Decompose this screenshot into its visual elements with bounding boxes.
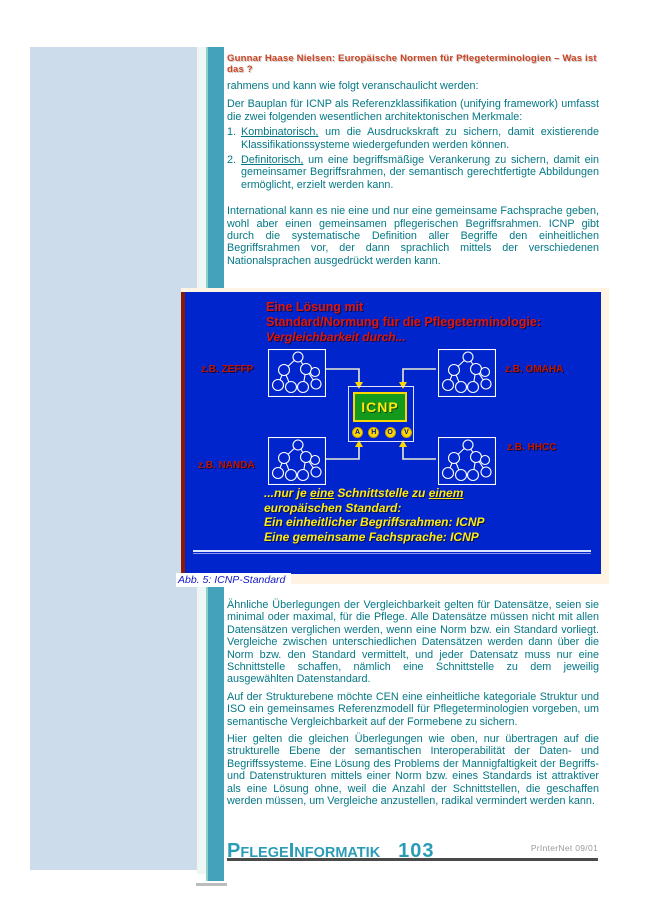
list-item-kombinatorisch [227, 126, 599, 151]
classification-tree-zeffp [268, 349, 326, 397]
paragraph-international: International kann es nie eine und nur eine gemeinsame Fachsprache geben, wohl aber einen gemeinsamen pflegerischen Begriffsrahmen. ICNP gibt durch die systematische Definition aller Begriffe den einheitlichen Begriffsrahmen vor, der dann sprachlich mittels der verschiedenen Nationalsprachen ausgedrückt werden kann. [227, 205, 599, 267]
paragraph-continuation: rahmens und kann wie folgt veranschaulicht werden: [227, 80, 479, 92]
label-hhcc: z.B. HHCC [507, 442, 557, 453]
list-item-definitorisch [227, 154, 599, 191]
journal-brand: PFLEGEINFORMATIK 103 [227, 840, 435, 862]
left-bar-shadow [196, 883, 227, 886]
icnp-diagram [181, 292, 601, 574]
figure-divider-line [193, 550, 591, 554]
figure-title-line1: Eine Lösung mit [266, 300, 364, 314]
icnp-label: ICNP [353, 392, 407, 422]
conclusion-line3: Ein einheitlicher Begriffsrahmen: ICNP [264, 515, 485, 529]
label-nanda: z.B. NANDA [198, 460, 255, 471]
list-number: 2. [227, 154, 237, 167]
list-text: Kombinatorisch, um die Ausdruckskraft zu sichern, damit existierende Klassifikationssysteme wiedergefunden werden können. [241, 126, 599, 151]
page-number: 103 [398, 840, 435, 862]
icnp-box [348, 386, 414, 442]
conclusion-line2: europäischen Standard: [264, 500, 402, 515]
classification-tree-hhcc [438, 437, 496, 485]
list-number: 1. [227, 126, 237, 139]
paragraph-ueberlegungen: Hier gelten die gleichen Überlegungen wie oben, nur übertragen auf die strukturelle Ebene der semantischen Interoperabilität der Daten- und Begriffssysteme. Eine Lösung des Problems der Mannigfaltigkeit der Begriffs- und Datenstrukturen mittels einer Norm bzw. eines Standards ist attraktiver als eine Lösung ohne, weil die Anzahl der Schnittstellen, die geschaffen werden müssen, um Vergleiche anzustellen, radikal vermindert werden kann. [227, 733, 599, 808]
figure-caption: Abb. 5: ICNP-Standard [176, 573, 291, 587]
label-zeffp: z.B. ZEFFP [201, 364, 254, 375]
classification-tree-omaha [438, 349, 496, 397]
axis-icon: H [368, 427, 379, 438]
paragraph-bauplan: Der Bauplan für ICNP als Referenzklassifikation (unifying framework) umfasst die zwei folgenden wesentlichen architektonischen Merkmale: [227, 98, 599, 123]
issue-label: PrInterNet 09/01 [530, 843, 598, 853]
body-text-upper [227, 80, 599, 267]
running-header: Gunnar Haase Nielsen: Europäische Normen für Pflegeterminologien – Was ist das ? [227, 53, 597, 75]
icnp-axis-icons [352, 427, 412, 438]
figure-title-line2: Standard/Normung für die Pflegeterminologie: [266, 315, 542, 329]
conclusion-line1: ...nur je eine Schnittstelle zu einem [264, 486, 464, 500]
figure-conclusion [264, 486, 485, 544]
figure-frame [181, 288, 609, 584]
axis-icon: V [401, 427, 412, 438]
body-text-lower [227, 599, 599, 808]
axis-icon: O [385, 427, 396, 438]
paragraph-datensaetze: Ähnliche Überlegungen der Vergleichbarkeit gelten für Datensätze, seien sie minimal oder maximal, für die Pflege. Alle Datensätze müssen nicht mit allen Datensätzen verglichen werden, wenn eine Norm bzw. ein Standard vorliegt. Vergleiche zwischen unterschiedlichen Datensätzen werden dann über die Norm bzw. den Standard vermittelt, und jeder Datensatz muss nur eine Schnittstelle schaffen, nämlich eine Schnittstelle zu dem jeweilig ausgewählten Datenstandard. [227, 599, 599, 686]
axis-icon: A [352, 427, 363, 438]
left-pale-panel [30, 47, 197, 870]
classification-tree-nanda [268, 437, 326, 485]
label-omaha: z.B. OMAHA [505, 364, 564, 375]
list-text: Definitorisch, um eine begriffsmäßige Verankerung zu sichern, damit ein gemeinsamer Begriffsrahmen, der semantisch gerechtfertigte Abbildungen ermöglicht, erzielt werden kann. [241, 154, 599, 191]
figure-subtitle: Vergleichbarkeit durch... [266, 330, 406, 344]
conclusion-line4: Eine gemeinsame Fachsprache: ICNP [264, 529, 479, 544]
paragraph-strukturebene: Auf der Strukturebene möchte CEN eine einheitliche kategoriale Struktur und ISO ein gemeinsames Referenzmodell für Pflegeterminologien vorgeben, um semantische Vergleichbarkeit auf der Formebene zu sichern. [227, 690, 599, 728]
